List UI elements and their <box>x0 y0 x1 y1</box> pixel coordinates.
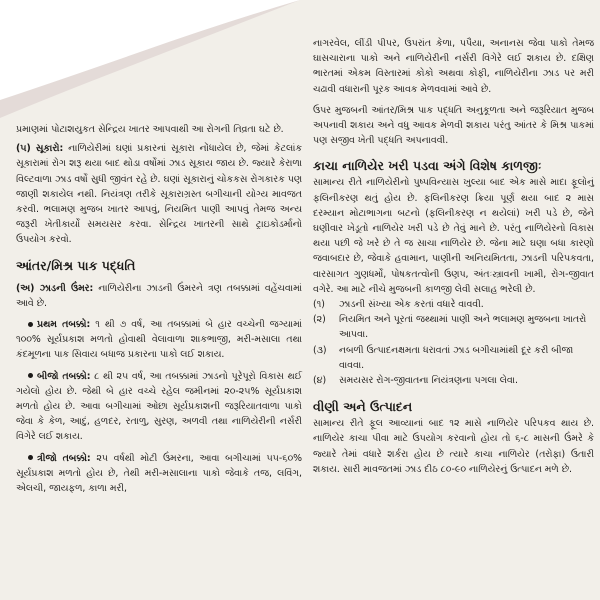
pest5-label: (૫) સૂકારો: <box>16 143 64 155</box>
list-item-text: ઝાડની સંખ્યા એક કરતાં વધારે વાવવી. <box>339 299 484 311</box>
stage-label: ત્રીજો તબક્કો: <box>37 452 91 464</box>
stage-label: પ્રથમ તબક્કો: <box>37 319 91 331</box>
intercrop-summary-paragraph: ઉપર મુજબની આંતર/મિશ્ર પાક પદ્ધતિ અનુકૂળતા અને જરૂરિયાત મુજબ અપનાવી શકાય અને વધુ આવક મેળવી શકાય પરંતુ આંતર કે મિશ્ર પાકમાં પણ સજીવ ખેતી પદ્ધતિ અપનાવવી. <box>313 104 594 147</box>
continuation-paragraph: નાગરવેલ, લીંડી પીપર, ઉપરાંત કેળા, પપૈયા, અનાનસ જેવા પાકો તેમજ ઘાસચારાના પાકો અને નાળિયેરીની નર્સરી વિગેરે લઈ શકાય છે. દક્ષિણ ભારતમાં એકમ વિસ્તારમાં કોકો અથવા કોફી, નાળિયેરીના ઝાડ પર મરી ચઢાવી વધારાની પૂરક આવક મેળવવામાં આવે છે. <box>313 38 594 95</box>
list-item-text: નબળી ઉત્પાદનક્ષમતા ધરાવતાં ઝાડ બગીચામાંથી દૂર કરી બીજા વાવવા. <box>339 344 574 371</box>
list-item-number: (૨) <box>313 314 326 326</box>
list-item-number: (૪) <box>313 375 327 387</box>
list-item <box>313 312 594 342</box>
heading-harvest: વીણી અને ઉત્પાદન <box>313 399 413 415</box>
tree-age-label: (અ) ઝાડની ઉંમર: <box>16 282 94 294</box>
list-item <box>313 373 594 388</box>
stage-item <box>16 451 302 497</box>
heading-fruit-drop-care: કાચા નાળિયેર ખરી પડવા અંગે વિશેષ કાળજીઃ <box>313 158 542 174</box>
pest5-paragraph <box>16 141 302 247</box>
harvest-paragraph: સામાન્ય રીતે ફૂલ આવ્યાનાં બાદ ૧૨ માસે નાળિયેર પરિપકવ થાય છે. નાળિયેર કાચા પીવા માટે ઉપયોગ કરવાનો હોય તો ૬-૮ માસની ઉંમરે કે જ્યારે તેમાં વધારે શર્કરા હોય છે ત્યારે કાચા નાળિયેર (તરોફા) ઉતારી શકાય. સારી માવજતમાં ઝાડ દીઠ ૮૦-૯૦ નાળિયેરનું ઉત્પાદન મળે છે. <box>313 418 594 475</box>
list-item-number: (૧) <box>313 299 325 311</box>
stage-item <box>16 317 302 363</box>
care-list <box>313 297 594 388</box>
stage-item <box>16 369 302 445</box>
decorative-swoosh <box>0 0 300 130</box>
list-item <box>313 297 594 312</box>
pest5-text: નાળિયેરીમાં ઘણાં પ્રકારનાં સૂકારા નોંધાયેલ છે, જેમાં કેટલાંક સૂકારામાં રોગ શરૂ થયા બાદ થોડા વર્ષોમાં ઝાડ સૂકાય જાય છે. જ્યારે કેરાળા વિલ્ટવાળા ઝાડ વર્ષો સુધી જીવંત રહે છે. ઘણાં સૂકારાનું ચોકકસ રોગકારક પણ જાણી શકાયેલ નથી. નિયંત્રણ તરીકે સૂકારાગ્રસ્ત બગીચાની યોગ્ય માવજત કરવી. ભલામણ મુજબ ખાતર આપવું, નિયમિત પાણી આપવું તેમજ અન્ય જરૂરી ખેતીકાર્યો સમયસર કરવા. સેન્દ્રિય ખાતરની સાથે ટ્રાઇકોડર્માનો ઉપયોગ કરવો. <box>16 143 302 246</box>
care-paragraph: સામાન્ય રીતે નાળિયેરીનો પુષ્પવિન્યાસ ખુલ્યા બાદ એક માસે માદા ફૂલોનું ફલિનીકરણ થતું હોય છે. ફલિનીકરણ ક્રિયા પૂર્ણ થયા બાદ ૨ માસ દરમ્યાન મોટાભાગના બટનો (ફલિનીકરણ ન થયેલાં) ખરી પડે છે, જેને ઘણીવાર ખેડૂતો નાળિયેર ખરી પડે છે તેવું માને છે. પરંતુ નાળિયેરનો વિકાસ થયા પછી જે ખરે છે તે જ સાચા નાળિયેર છે. જેના માટે ઘણા બધા કારણો જવાબદાર છે, જેવાકે હવામાન, પાણીની અનિયમિતતા, ઝાડની પરિપકવતા, વારસાગત ગુણધર્મો, પોષકતત્વોની ઉણપ, અંતઃસ્ત્રાવની ખામી, રોગ-જીવાત વગેરે. આ માટે નીચે મુજબની કાળજી લેવી સલાહ ભરેલી છે. <box>313 177 594 295</box>
tree-age-paragraph <box>16 281 302 311</box>
bullet-icon <box>28 455 33 460</box>
section-heading-intercrop: આંતર/મિશ્ર પાક પદ્ધતિ <box>16 257 136 273</box>
list-item-number: (૩) <box>313 344 327 356</box>
stage-text: ૧ થી ૭ વર્ષ, આ તબક્કામાં બે હાર વચ્ચેની જગ્યામાં ૧૦૦% સૂર્યપ્રકાશ મળતો હોવાથી વેલાવાળા શાકભાજી, મરી-મસાલા તથા કંદમૂળના પાક સિવાય બધાજ પ્રકારના પાકો લઈ શકાય. <box>16 319 302 361</box>
left-column <box>16 122 302 496</box>
list-item-text: નિયમિત અને પૂરતાં જથ્થામાં પાણી અને ભલામણ મુજબના ખાતરો આપવા. <box>339 314 587 341</box>
right-column <box>313 36 594 477</box>
list-item <box>313 343 594 373</box>
stage-text: ૨૫ વર્ષથી મોટી ઉંમરના, આવા બગીચામાં ૫૫-૬૦% સૂર્યપ્રકાશ મળતો હોય છે, તેથી મરી-મસાલાના પાકો જેવાકે તજ, લવિંગ, એલચી, જાયફળ, કાળા મરી, <box>16 452 302 495</box>
intro-paragraph: પ્રમાણમાં પોટાશયુકત સેન્દ્રિય ખાતર આપવાથી આ રોગની તિવ્રતા ઘટે છે. <box>16 124 284 135</box>
stage-label: બીજો તબક્કો: <box>37 370 91 382</box>
bullet-icon <box>28 373 33 378</box>
bullet-icon <box>28 322 33 327</box>
tree-age-text: નાળિયેરીના ઝાડની ઉંમરને ત્રણ તબક્કામાં વહેંચવામાં આવે છે. <box>16 282 302 309</box>
stage-text: ૮ થી ૨૫ વર્ષ, આ તબક્કામાં ઝાડનો પૂરેપૂરો વિકાસ થઈ ગયેલો હોય છે. જેથી બે હાર વચ્ચે રહેલ જમીનમાં ૨૦-૨૫% સૂર્યપ્રકાશ મળતો હોય છે. આવા બગીચામાં ઓછા સૂર્યપ્રકાશની જરૂરિયાતવાળા પાકો જેવા કે કેળ, આદું, હળદર, રતાળુ, સુરણ, અળવી તથા નાળિયેરીની નર્સરી વિગેરે લઈ શકાય. <box>16 370 302 443</box>
list-item-text: સમયસર રોગ-જીવાતના નિયંત્રણના પગલા લેવા. <box>339 375 518 387</box>
